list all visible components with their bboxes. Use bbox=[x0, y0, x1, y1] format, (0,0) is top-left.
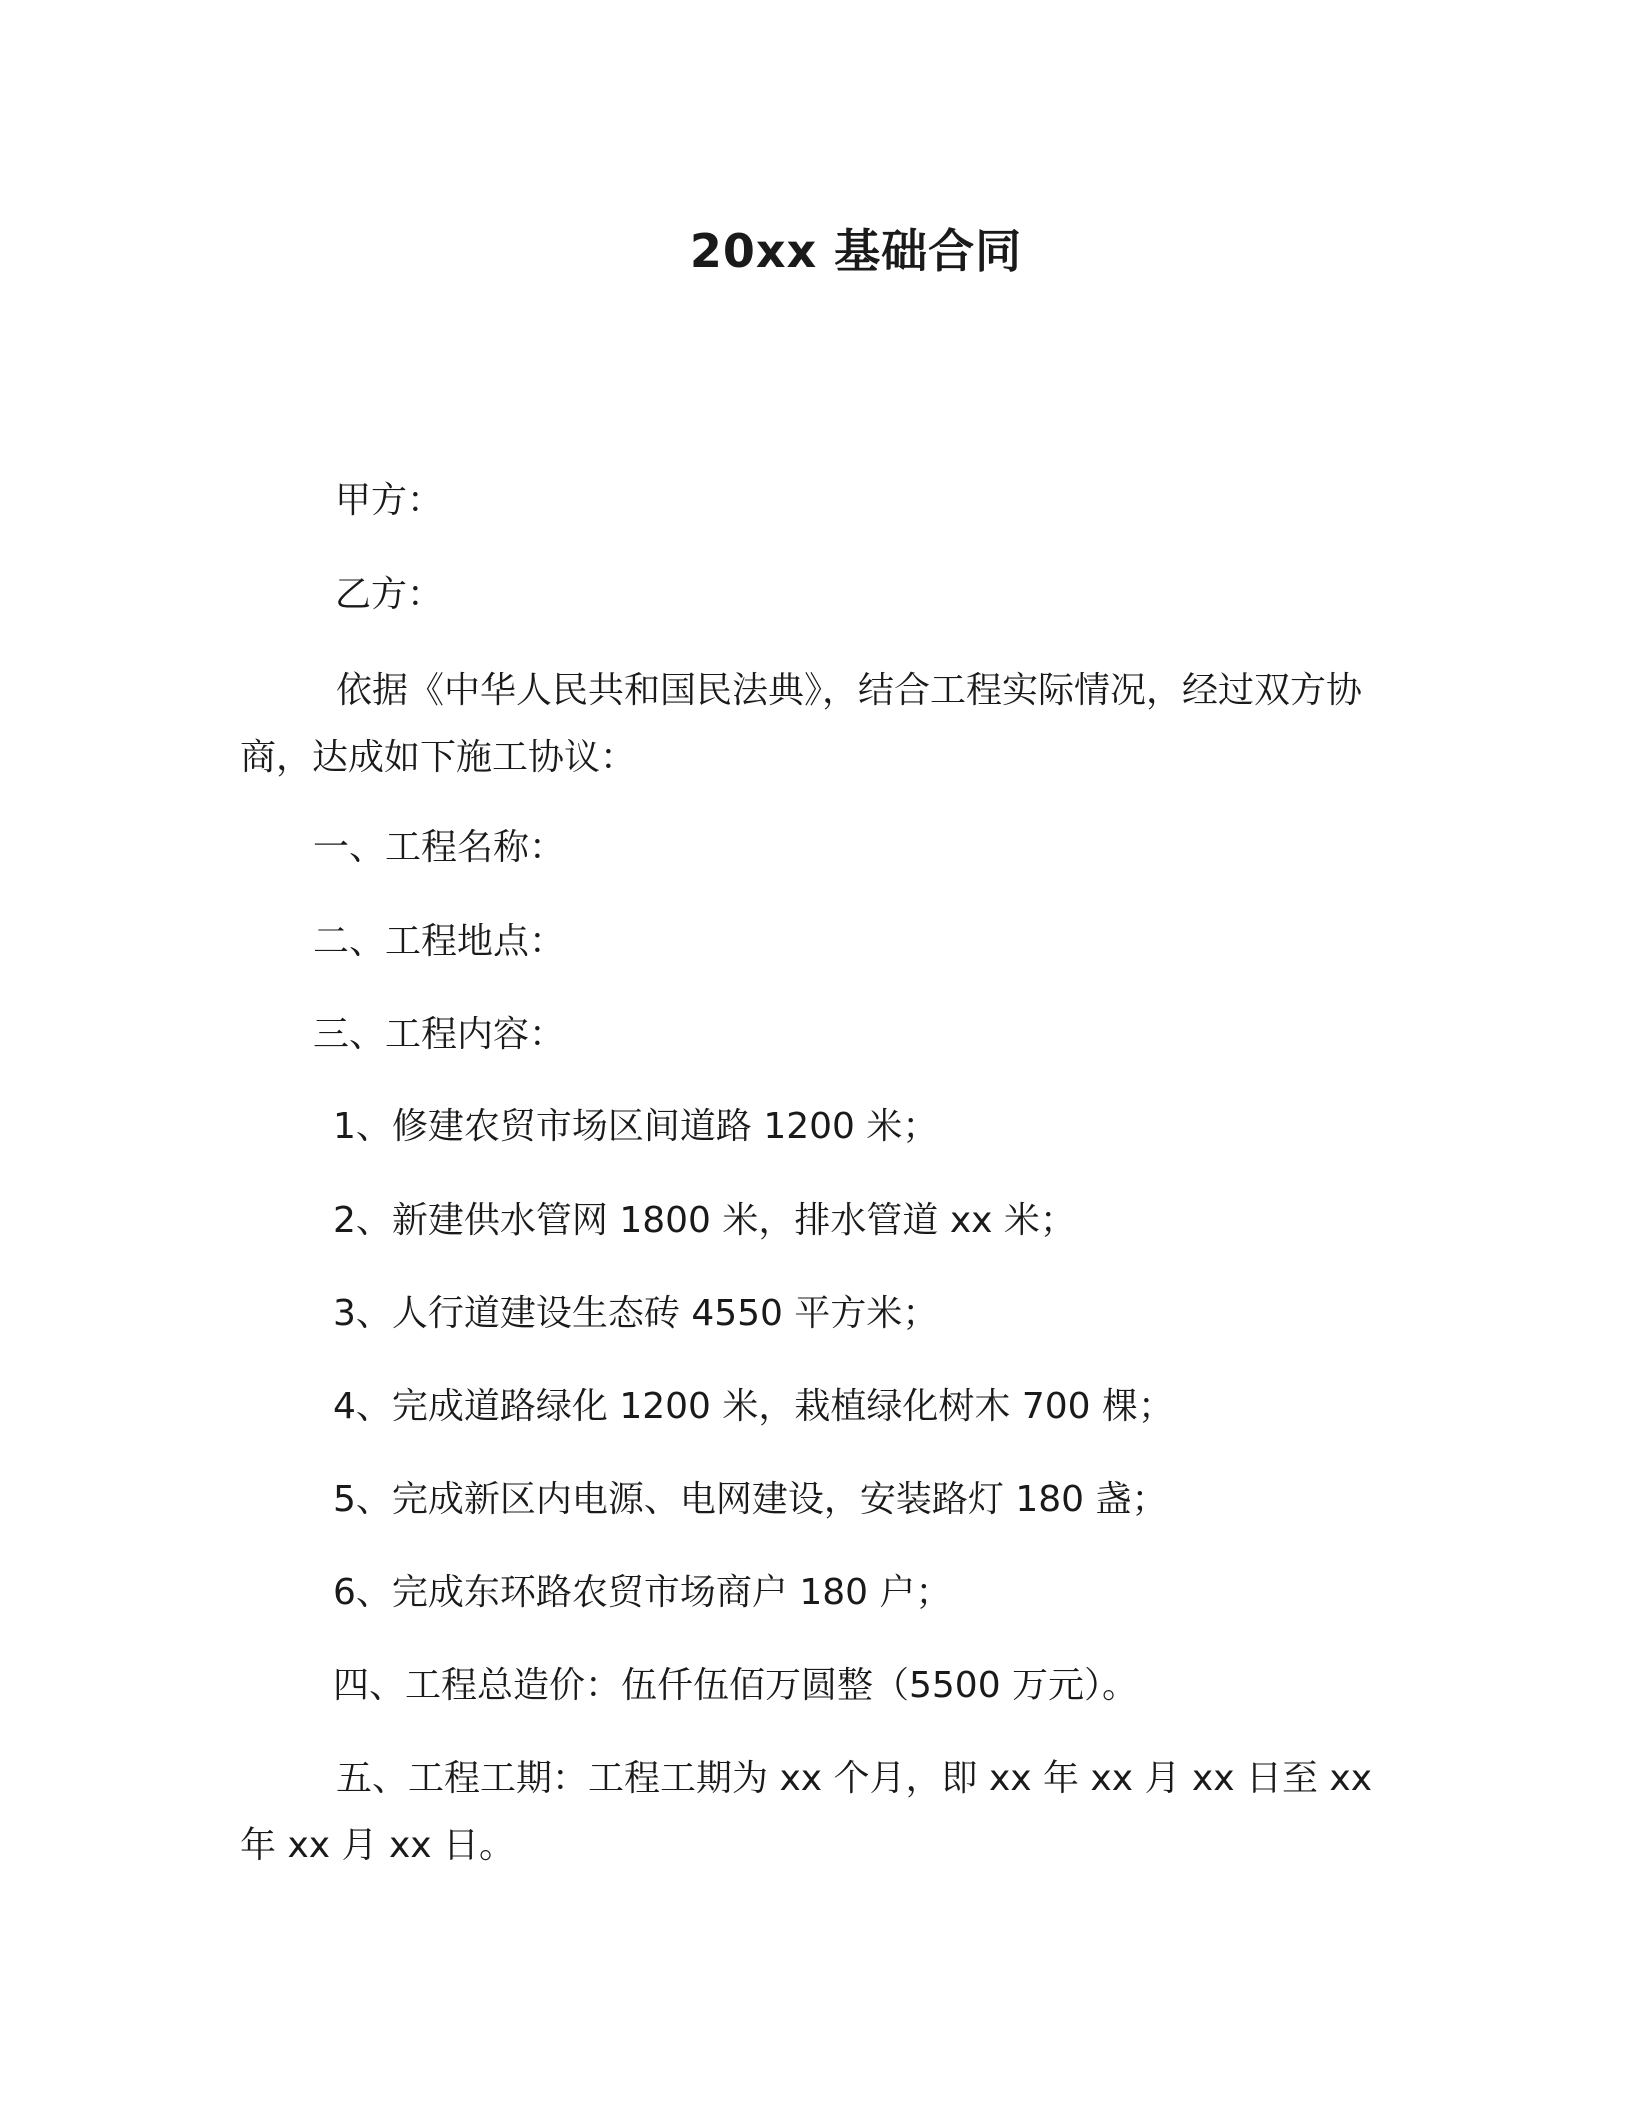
section-project-location: 二、工程地点： bbox=[313, 921, 566, 962]
list-item: 3、人行道建设生态砖 4550 平方米； bbox=[333, 1293, 939, 1334]
list-item: 4、完成道路绿化 1200 米，栽植绿化树木 700 棵； bbox=[333, 1386, 1175, 1427]
party-b-label: 乙方： bbox=[335, 574, 444, 615]
intro-paragraph: 依据《中华人民共和国民法典》，结合工程实际情况，经过双方协商，达成如下施工协议： bbox=[240, 670, 1363, 778]
section-project-content: 三、工程内容： bbox=[313, 1014, 566, 1055]
section-total-cost: 四、工程总造价：伍仟伍佰万圆整（5500 万元）。 bbox=[333, 1665, 1139, 1706]
list-item: 5、完成新区内电源、电网建设，安装路灯 180 盏； bbox=[333, 1479, 1168, 1520]
section-construction-period: 五、工程工期：工程工期为 xx 个月，即 xx 年 xx 月 xx 日至 xx 年 xx 月 xx 日。 bbox=[240, 1758, 1373, 1866]
document-title: 20xx 基础合同 bbox=[689, 224, 1023, 278]
list-item: 1、修建农贸市场区间道路 1200 米； bbox=[333, 1106, 939, 1147]
party-a-label: 甲方： bbox=[335, 480, 444, 521]
list-item: 6、完成东环路农贸市场商户 180 户； bbox=[333, 1572, 952, 1613]
section-project-name: 一、工程名称： bbox=[313, 827, 566, 868]
list-item: 2、新建供水管网 1800 米，排水管道 xx 米； bbox=[333, 1200, 1076, 1241]
